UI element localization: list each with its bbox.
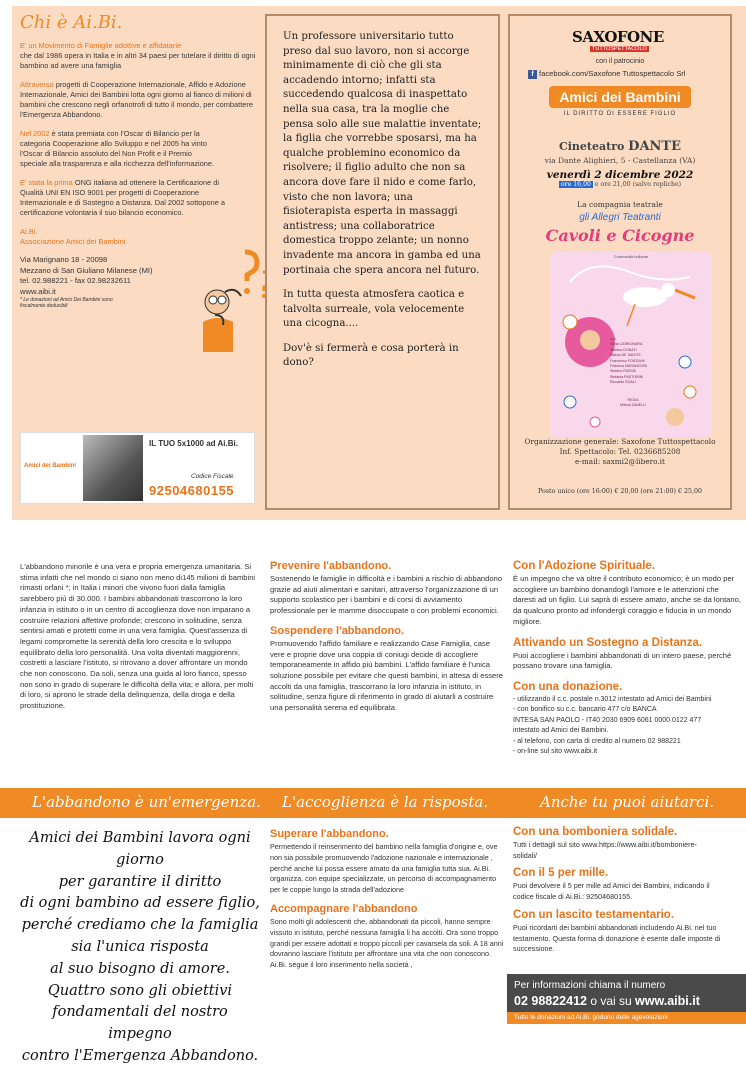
bottom-panel — [0, 528, 746, 1064]
event-flyer-column — [508, 14, 732, 510]
welcome-column — [270, 560, 506, 714]
amici-tagline: IL DIRITTO DI ESSERE FIGLIO — [563, 111, 677, 117]
venue-info: Cineteatro DANTE via Dante Alighieri, 5 - Castellanza (VA) venerdì 2 dicembre 2022 ore 16,00 e ore 21,00 (salvo repliche) — [510, 139, 730, 188]
contact-label: Per informazioni chiama il numero — [514, 980, 666, 991]
venue-address: via Dante Alighieri, 5 - Castellanza (VA) — [544, 156, 696, 165]
synopsis-paragraph-2: In tutta questa atmosfera caotica e talvolta surreale, vola velocemente una cicogna.... — [283, 289, 465, 330]
adozione-title: Con l'Adozione Spirituale. — [513, 560, 656, 572]
about-paragraph-3: Nel 2002 è stata premiata con l'Oscar di Bilancio per la categoria Cooperazione allo Sviluppo e nel 2005 ha vinto l'Oscar di Bilancio assoluto del Non Profit e il Premio speciale alla trasparenza e alla ricchezza dell'informazione. — [20, 129, 215, 168]
superare-text: Permettendo il reinserimento del bambino nella famiglia d'origine e, ove non sia possibile promuovendo l'adozione nazionale e internazionale , perché anche lui possa essere amato da una famiglia tutta sua. Ai.Bi. organizza, con equipe specializzate, un percorso di accompagnamento per le coppie lungo la strada dell'adozione — [270, 842, 498, 895]
contact-phone[interactable]: 02 98822412 — [514, 994, 587, 1008]
poster-director: REGIA Milena ZANELLI — [620, 398, 647, 407]
org-address: Via Marignano 18 - 20098 Mezzano di San Giuliano Milanese (MI) tel. 02.988221 - fax 02.98232611 www.aibi.it * Le donazioni ad Amici Dei Bambini sono fiscalmente deducibili — [20, 255, 153, 309]
mission-statement: Amici dei Bambini lavora ogni giorno per garantire il diritto di ogni bambino ad essere figlio, perché crediamo che la famiglia sia l'unica risposta al suo bisogno di amore. Quattro sono gli obiettivi fondamentali del nostro impegno contro l'Emergenza Abbandono. — [20, 830, 260, 1064]
venue-name: DANTE — [628, 139, 681, 154]
email-link[interactable]: e-mail: saxmi2@libero.it — [575, 457, 665, 467]
cinque-per-mille-title: Con il 5 per mille. — [513, 867, 609, 880]
event-times: ore 16,00 e ore 21,00 (salvo repliche) — [560, 181, 682, 188]
poster-cast: con Silvia CARBONARA Stefano DONATI Milena DE SANTIS Francesco FORZIANI Federica MARANGONI Stefano PASSEI Stefania PASTORINI Riccardo SOALI — [610, 337, 648, 385]
sostegno-title: Attivando un Sostegno a Distanza. — [513, 636, 703, 649]
amici-logo: Amici dei Bambini — [549, 86, 690, 108]
fiscal-code-label: Codice Fiscale — [191, 473, 234, 480]
company-name: gli Allegri Teatranti — [579, 212, 661, 223]
amici-logo-block — [510, 86, 730, 117]
overcome-column — [270, 828, 506, 971]
donation-note: Tutte le donazioni ad Ai.Bi. godono delle agevolazioni — [507, 1012, 746, 1024]
prevenire-text: Sostenendo le famiglie in difficoltà e i bambini a rischio di abbandono grazie ad aiuti alimentari e sanitari, attraverso l'organizzazione di un supporto scolastico per i bambini e di corsi di avviamento professionale per le mamme disoccupate o con problemi economici. — [270, 574, 503, 616]
saxofone-logo: SAXOFONE — [572, 28, 664, 46]
bomboniera-title: Con una bomboniera solidale. — [513, 826, 678, 838]
donazione-lines: - utilizzando il c.c. postale n.3012 intestato ad Amici dei Bambini - con bonifico su c.c. bancario 477 c/o BANCA INTESA SAN PAOLO - IT40 2030 6909 6061 0000 0122 477 intestato ad Amici dei Bambini. - al telefono, con carta di credito al numero 02 988221 - on-line sul sito www.aibi.it — [513, 695, 743, 757]
about-paragraph-4: E' stata la prima ONG italiana ad ottenere la Certificazione di Qualità UNI EN ISO 9001 per progetti di Cooperazione Internazionale e di Sostegno a Distanza. Dal 2002 sottopone a certificazione volontaria il suo bilancio economico. — [20, 178, 226, 217]
cinque-per-mille-text: Puoi devolvere il 5 per mille ad Amici dei Bambini, indicando il codice fiscale di Ai.Bi.: 92504680155. — [513, 881, 710, 902]
sostegno-text: Puoi accogliere i bambini abbandonati di un intero paese, perché possano trovare una famiglia. — [513, 650, 732, 671]
about-column — [20, 12, 260, 512]
five-per-thousand-title: IL TUO 5x1000 ad Ai.Bi. — [149, 439, 238, 448]
synopsis-paragraph-1: Un professore universitario tutto preso dal suo lavoro, non si accorge minimamente di ciò che gli sta accadendo intorno; infatti sta succedendo qualcosa di inaspettato nella sua casa, tra la moglie che pensa solo alle sue malattie inventate; la figlia che vorrebbe sposarsi, ma ha qualche problemino economico da risolvere; il figlio adulto che non sa ancora dove fare il nido e come farlo, visto che non lavora; una fisioterapista esperta in massaggi antistress; una collaboratrice domestica troppo zelante; un nonno invadente ma ancora in gamba ed una portinaia che spera ancora nel futuro. — [283, 31, 482, 276]
child-photo — [83, 435, 143, 501]
company-label: La compagnia teatrale — [577, 200, 663, 209]
emergency-text: L'abbandono minorile è una vera e propria emergenza umanitaria. Si stima infatti che nel mondo ci siano non meno di145 milioni di bambini rimasti orfani *; in Italia i minori che vivono fuori dalla famiglia sarebbero più di 30.000. I bambini abbandonati trascorrono la loro infanzia in istituto o in un centro di accoglienza dove non imparano a costruire relazioni affettive profonde; crescono in solitudine, senza sentirsi amati e protetti come in una vera famiglia. Quest'assenza di legami compromette la serenità della loro crescita e lo sviluppo equilibrato della loro personalità. Una volta diventati maggiorenni, costretti a lasciare l'istituto, si ritrovano a dover affrontare un mondo che non conoscono. Da soli, senza una guida al loro fianco, spesso non sono in grado di superare le difficoltà della vita; e allora, per molti di loro, si aprono le strade della delinquenza, della droga e della prostituzione. — [20, 562, 256, 711]
facebook-link[interactable]: f facebook.com/Saxofone Tuttospettacolo Srl — [528, 69, 685, 79]
slogan-band — [0, 788, 746, 818]
emergency-column — [20, 562, 260, 712]
band-slogan-right: Anche tu puoi aiutarci. — [540, 793, 715, 811]
lascito-text: Puoi ricordarti dei bambini abbandonati includendo Ai.Bi. nel tuo testamento. Questa forma di donazione è esente dalle imposte di successione. — [513, 922, 721, 954]
about-paragraph-1: E' un Movimento di Famiglie adottive e affidatarie che dal 1986 opera in Italia e in altri 34 paesi per tutelare il diritto di ogni bambino ad avere una famiglia — [20, 41, 256, 70]
ticket-price: Posto unico (ore 16:00) € 20,00 (ore 21:00) € 25,00 — [537, 488, 703, 495]
band-slogan-left: L'abbandono è un'emergenza. — [32, 793, 261, 811]
saxofone-sublogo: TUTTOSPETTACOLO — [592, 46, 647, 52]
help-column — [513, 560, 743, 757]
patronage-label: con il patrocinio — [595, 58, 645, 65]
accompagnare-text: Sono molti gli adolescenti che, abbandonati da piccoli, hanno sempre vissuto in istituto, perché nessuna famiglia li ha accolti. Ora sono troppo grandi per essere adottati e troppo piccoli per cavarsela da soli. A 18 anni dovranno lasciare l'istituto per affrontare una vita che non conoscono. Ai.Bi. segue il loro inserimento nella società , — [270, 916, 504, 970]
about-paragraph-2: Attraverso progetti di Cooperazione Internazionale, Affido e Adozione Internazionale, Amici dei Bambini lotta ogni giorno al fianco di milioni di bambini che crescono negli orfanotrofi di tutto il mondo, per combattere l'Emergenza Abbandono. — [20, 80, 253, 119]
amici-logo-small: Amici dei Bambini — [24, 463, 77, 469]
donazione-title: Con una donazione. — [513, 680, 623, 693]
contact-line: 02 98822412 o vai su www.aibi.it — [514, 994, 700, 1008]
bomboniera-text: Tutti i dettagli sul sito www.https://www.aibi.it/bomboniere-solidali/ — [513, 840, 697, 860]
org-name: Ai.Bi. Associazione Amici dei Bambini — [20, 227, 126, 246]
facebook-icon: f — [528, 70, 537, 79]
contact-box — [507, 974, 746, 1024]
donation-site-link[interactable]: - on-line sul sito www.aibi.it — [513, 747, 598, 755]
top-panel — [0, 0, 746, 525]
adozione-text: È un impegno che va oltre il contributo economico; è un modo per accogliere un bambino donandogli l'amore e le attenzioni che daresti ad un figlio. Lui saprà di essere amato, anche se da lontano, da qualcuno pronto ad infondergli coraggio e fiducia in un mondo migliore. — [513, 574, 741, 626]
prevenire-title: Prevenire l'abbandono. — [270, 560, 392, 572]
sospendere-title: Sospendere l'abbandono. — [270, 624, 405, 637]
accompagnare-title: Accompagnare l'abbandono — [270, 902, 418, 915]
show-poster — [550, 252, 712, 437]
superare-title: Superare l'abbandono. — [270, 828, 389, 840]
gift-column — [513, 826, 743, 955]
poster-genre: Commedia brillante — [613, 254, 649, 259]
organization-info: Organizzazione generale: Saxofone Tuttospettacolo Inf. Spettacolo: Tel. 0236685208 e-mail: saxmi2@libero.it — [510, 437, 730, 468]
plot-synopsis-column — [265, 14, 500, 510]
event-date: venerdì 2 dicembre 2022 — [546, 169, 694, 181]
show-title: Cavoli e Cicogne — [545, 226, 695, 245]
thinker-illustration-icon — [195, 247, 275, 357]
lascito-title: Con un lascito testamentario. — [513, 908, 675, 921]
five-per-thousand-banner — [20, 432, 255, 504]
sospendere-text: Promuovendo l'affido familiare e realizzando Case Famiglia, case vere e proprie dove una coppia di coniugi decide di accogliere temporaneamente in affido più bambini. L'affido familiare è l'unica soluzione possibile per evitare che questi bambini, in attesa di essere accolti da una famiglia, trascorrano la loro infanzia in istituto, in solitudine, senza figure di riferimento in grado di aiutarli a costruire una personalità serena ed equilibrata. — [270, 638, 504, 713]
synopsis-paragraph-3: Dov'è si fermerà e cosa porterà in dono? — [283, 342, 459, 369]
contact-site[interactable]: www.aibi.it — [635, 994, 700, 1008]
fiscal-code-number: 92504680155 — [149, 483, 235, 498]
band-slogan-middle: L'accoglienza è la risposta. — [282, 793, 489, 811]
about-title: Chi è Ai.Bi. — [20, 12, 123, 33]
